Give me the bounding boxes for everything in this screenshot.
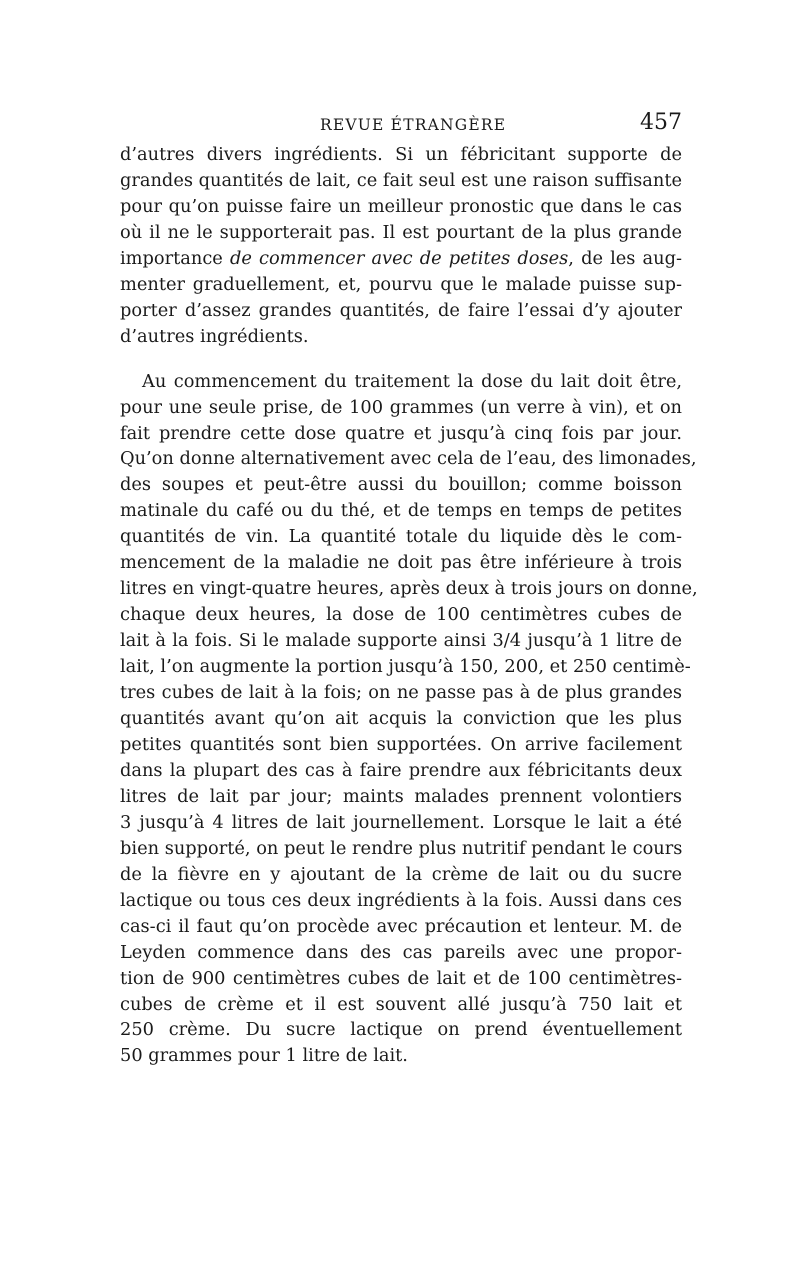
text-line: de la fièvre en y ajoutant de la crème de lait ou du sucre — [120, 863, 682, 885]
text-run: importance — [120, 247, 230, 269]
text-line: porter d’assez grandes quantités, de faire l’essai d’y ajouter — [120, 299, 682, 321]
text-line: quantités de vin. La quantité totale du liquide dès le com- — [120, 526, 682, 548]
body-text — [120, 142, 698, 1069]
text-line: Au commencement du traitement la dose du lait doit être, — [142, 370, 682, 392]
text-line: 3 jusqu’à 4 litres de lait journellement. Lorsque le lait a été — [120, 811, 682, 833]
text-line: bien supporté, on peut le rendre plus nutritif pendant le cours — [120, 837, 683, 859]
text-line: chaque deux heures, la dose de 100 centimètres cubes de — [120, 604, 682, 626]
text-line: grandes quantités de lait, ce fait seul est une raison suffisante — [120, 169, 682, 191]
text-line: lait à la fois. Si le malade supporte ainsi 3/4 jusqu’à 1 litre de — [120, 630, 682, 652]
emphasis-text: de commencer avec de petites doses — [229, 247, 569, 269]
text-line: cas-ci il faut qu’on procède avec précaution et lenteur. M. de — [120, 915, 682, 937]
text-line: 50 grammes pour 1 litre de lait. — [120, 1045, 408, 1067]
text-line: pour qu’on puisse faire un meilleur pronostic que dans le cas — [120, 195, 682, 217]
text-line: litres en vingt-quatre heures, après deux à trois jours on donne, — [120, 578, 698, 600]
text-line: tion de 900 centimètres cubes de lait et de 100 centimètres- — [120, 967, 682, 989]
text-line: lait, l’on augmente la portion jusqu’à 150, 200, et 250 centimè- — [120, 656, 691, 678]
text-line: litres de lait par jour; maints malades prennent volontiers — [120, 785, 682, 807]
text-line: mencement de la maladie ne doit pas être inférieure à trois — [120, 552, 682, 574]
text-line: 250 crème. Du sucre lactique on prend éventuellement — [120, 1019, 682, 1041]
text-line: petites quantités sont bien supportées. On arrive facilement — [120, 733, 682, 755]
text-line: des soupes et peut-être aussi du bouillon; comme boisson — [120, 474, 682, 496]
text-line: d’autres ingrédients. — [120, 325, 309, 347]
page-header — [120, 112, 682, 142]
text-line — [120, 246, 682, 272]
text-line: matinale du café ou du thé, et de temps en temps de petites — [120, 500, 682, 522]
text-line: tres cubes de lait à la fois; on ne passe pas à de plus grandes — [120, 682, 682, 704]
text-line: pour une seule prise, de 100 grammes (un verre à vin), et on — [120, 396, 682, 418]
paragraph — [120, 142, 682, 350]
text-line: cubes de crème et il est souvent allé jusqu’à 750 lait et — [120, 993, 682, 1015]
text-line: Leyden commence dans des cas pareils avec une propor- — [120, 941, 682, 963]
text-line: dans la plupart des cas à faire prendre aux fébricitants deux — [120, 759, 682, 781]
text-line: menter graduellement, et, pourvu que le malade puisse sup- — [120, 273, 682, 295]
running-title: REVUE ÉTRANGÈRE — [320, 116, 507, 134]
text-line: où il ne le supporterait pas. Il est pourtant de la plus grande — [120, 221, 682, 243]
text-line: quantités avant qu’on ait acquis la conviction que les plus — [120, 708, 682, 730]
text-line: d’autres divers ingrédients. Si un fébricitant supporte de — [120, 144, 682, 165]
paragraph — [120, 369, 698, 1070]
text-line: fait prendre cette dose quatre et jusqu’à cinq fois par jour. — [120, 422, 682, 444]
text-line: Qu’on donne alternativement avec cela de l’eau, des limonades, — [120, 448, 697, 470]
page-number: 457 — [640, 110, 682, 135]
text-line: lactique ou tous ces deux ingrédients à la fois. Aussi dans ces — [120, 889, 682, 911]
text-run: , de les aug- — [568, 247, 683, 269]
